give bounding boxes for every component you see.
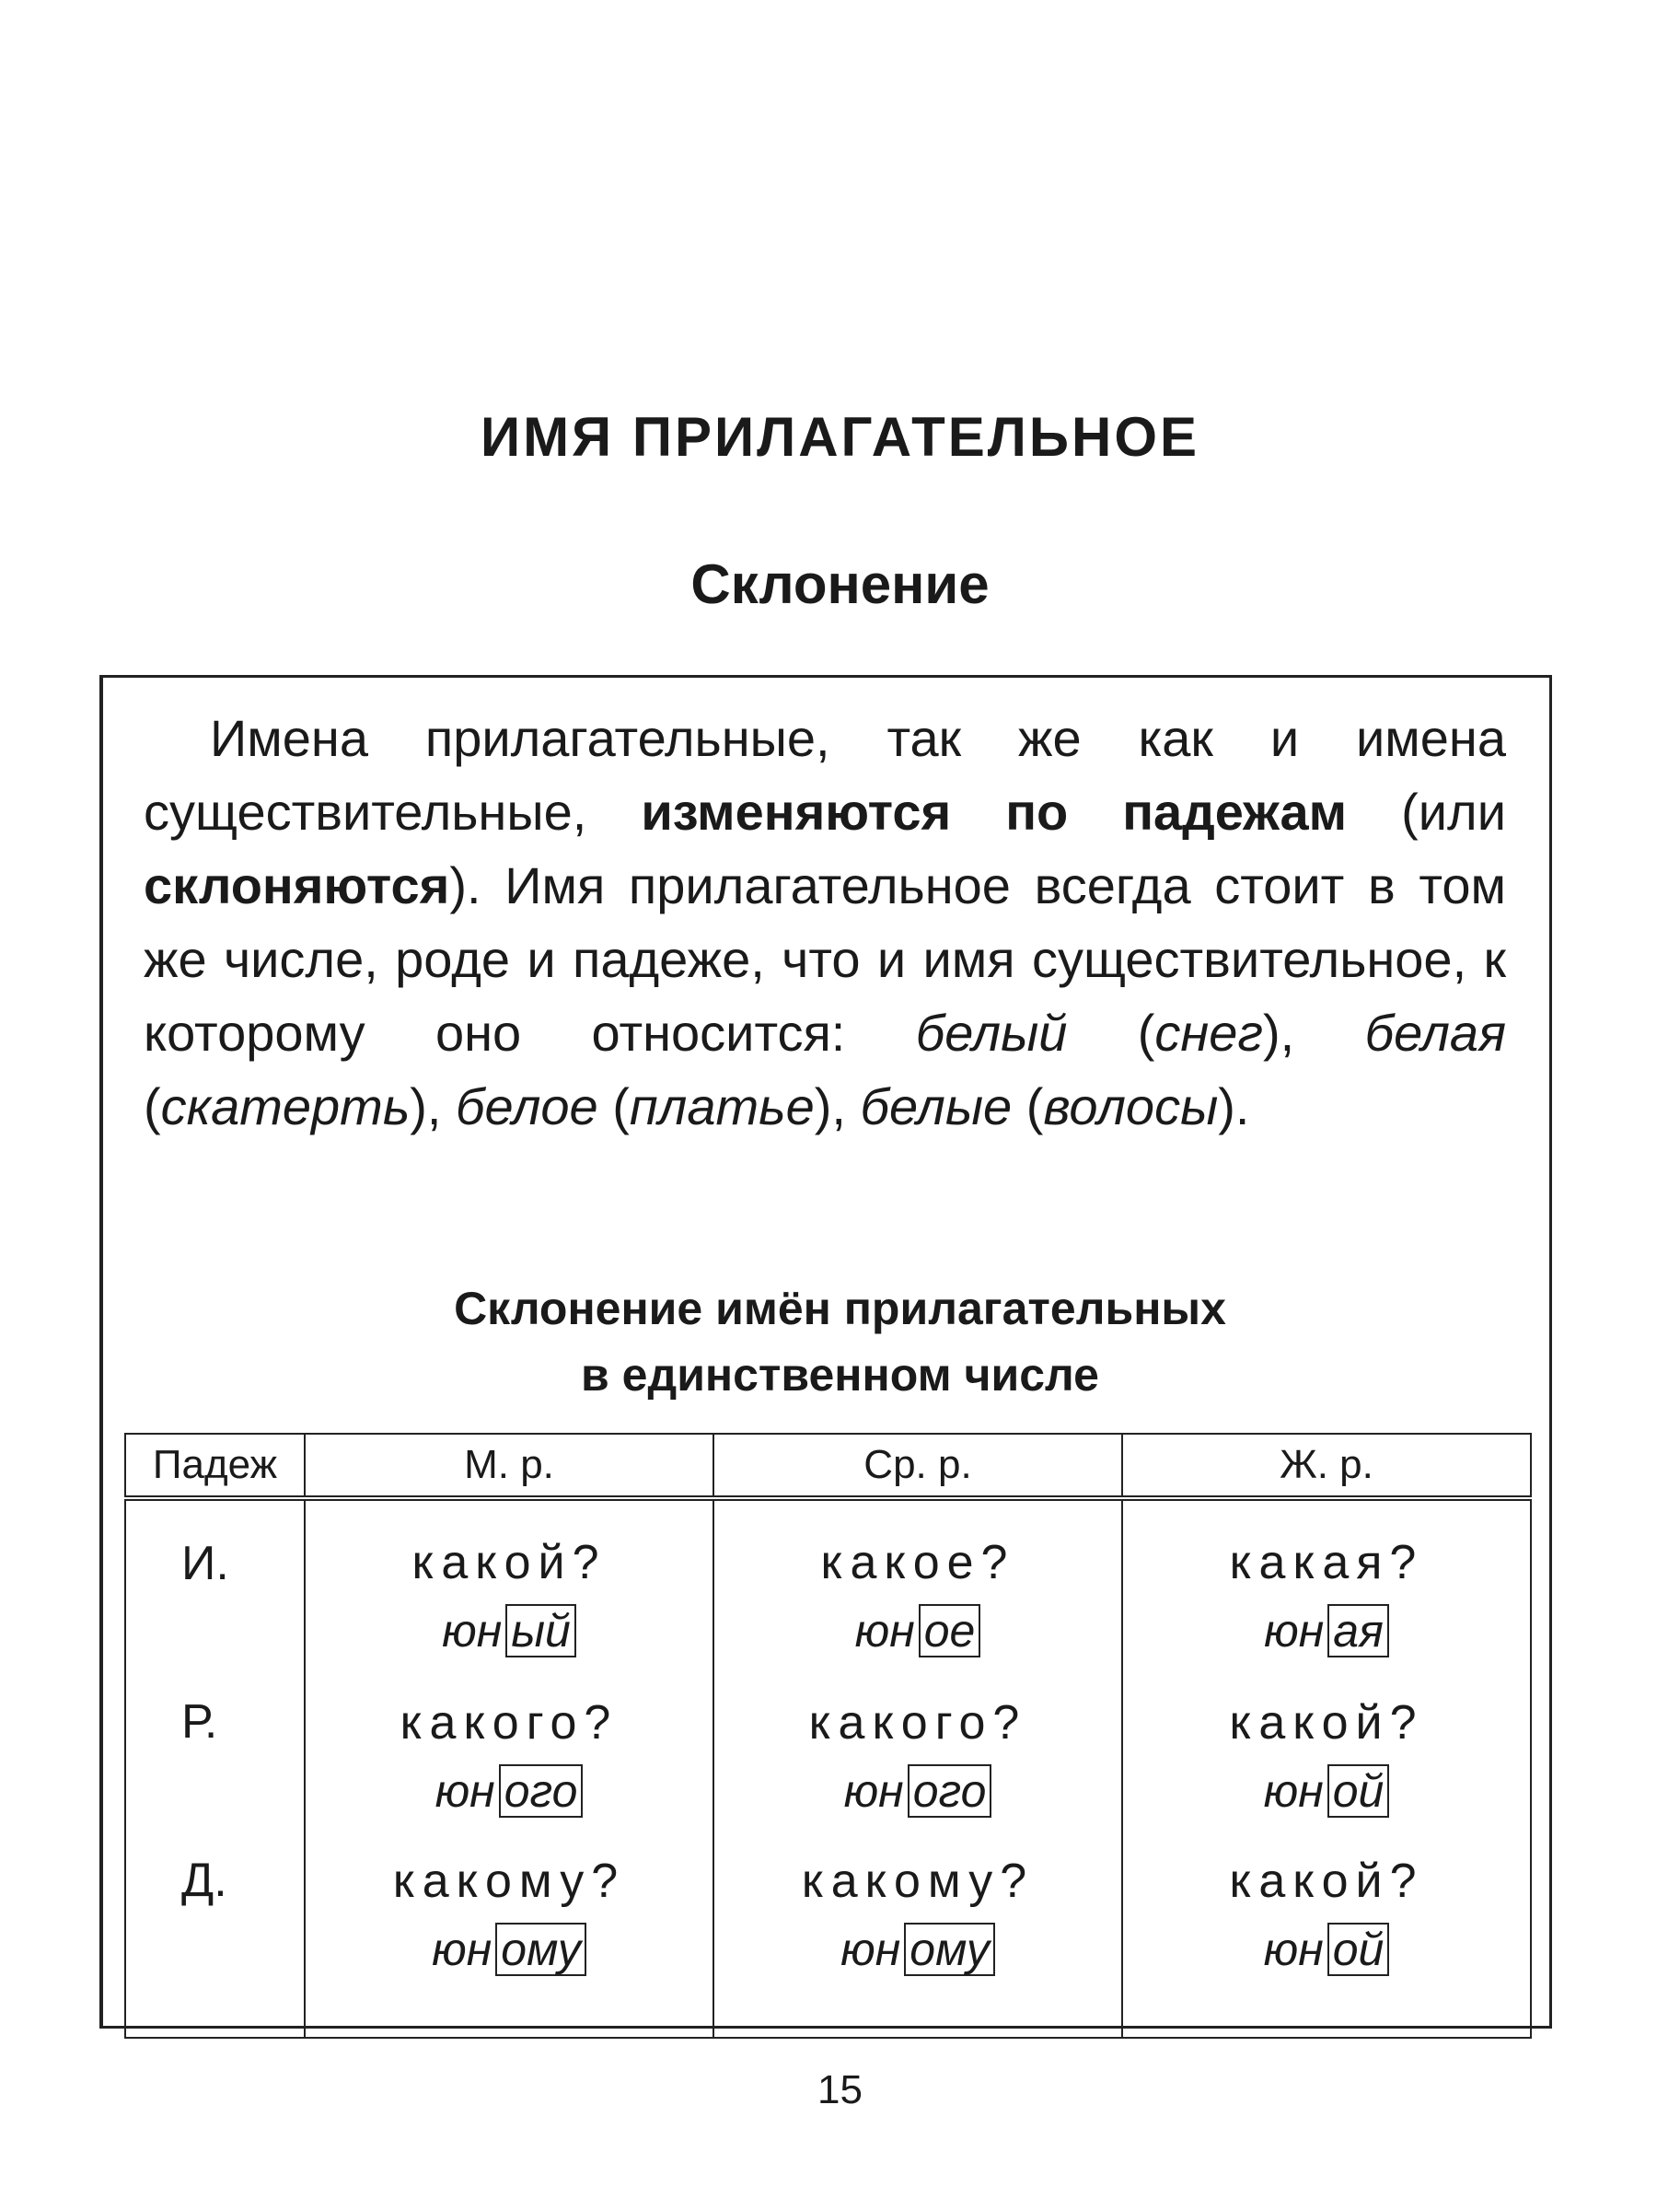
header-neuter: Ср. р. — [713, 1434, 1122, 1498]
word-ending: ому — [904, 1923, 995, 1976]
word-form — [306, 1761, 713, 1821]
word-ending: ое — [919, 1604, 981, 1657]
word-form — [1123, 1761, 1530, 1821]
question: какая? — [1229, 1536, 1424, 1589]
rule-part-2: (или — [1347, 783, 1506, 841]
word-form — [714, 1919, 1121, 1980]
case-label: Д. — [125, 1853, 305, 2038]
word-stem: юн — [1264, 1605, 1325, 1657]
word-form — [714, 1600, 1121, 1661]
table-row — [125, 1853, 1531, 2038]
word-stem: юн — [840, 1924, 901, 1975]
feminine-cell — [1122, 1498, 1531, 1694]
word-stem: юн — [442, 1605, 503, 1657]
example-adj: белые — [860, 1077, 1013, 1135]
word-ending: ой — [1327, 1923, 1390, 1976]
feminine-cell — [1122, 1694, 1531, 1853]
case-label: И. — [125, 1498, 305, 1694]
neuter-cell — [713, 1694, 1122, 1853]
word-ending: ому — [495, 1923, 586, 1976]
table-header-row — [125, 1434, 1531, 1498]
question: какой? — [1229, 1855, 1424, 1908]
question: какому? — [801, 1855, 1035, 1908]
word-stem: юн — [854, 1605, 915, 1657]
neuter-cell — [713, 1853, 1122, 2038]
question: какое? — [820, 1536, 1015, 1589]
table-title-line-2: в единственном числе — [581, 1349, 1099, 1401]
example-sep: ), — [410, 1077, 457, 1135]
rule-bold-1: изменяются по падежам — [641, 783, 1348, 841]
word-ending: ого — [499, 1764, 584, 1818]
rule-part-1: Имена прилагательные, так же как и имена существительные, — [144, 709, 1506, 841]
rule-text: Имена прилагательные, так же как и имена существительные, изменяются по падежам (или склоняются). Имя прилагательное всегда стоит в том же числе, роде и падеже, что и имя существительное, к которому оно относится: белый (снег), белая (скатерть), белое (платье), белые (волосы). — [144, 709, 1506, 1135]
table-title-line-1: Склонение имён прилагательных — [454, 1283, 1226, 1334]
word-stem: юн — [843, 1765, 904, 1817]
word-ending: ой — [1327, 1764, 1390, 1818]
question: какого? — [808, 1696, 1027, 1750]
word-form — [1123, 1600, 1530, 1661]
question: какой? — [1229, 1696, 1424, 1750]
example-sep: ), — [1263, 1004, 1365, 1062]
masculine-cell — [305, 1694, 713, 1853]
word-form — [306, 1919, 713, 1980]
word-form — [306, 1600, 713, 1661]
rule-part-3: ). Имя прилагательное всегда стоит в том же числе, роде и падеже, что и имя существительное, к которому оно относится: — [144, 856, 1506, 1062]
feminine-cell — [1122, 1853, 1531, 2038]
masculine-cell — [305, 1498, 713, 1694]
question: какой? — [411, 1536, 607, 1589]
example-noun: снег — [1154, 1004, 1263, 1062]
table-title — [0, 1275, 1680, 1408]
example-sep: ). — [1218, 1077, 1250, 1135]
section-title: Склонение — [690, 553, 990, 615]
header-masculine: М. р. — [305, 1434, 713, 1498]
word-ending: ый — [505, 1604, 576, 1657]
word-ending: ого — [908, 1764, 992, 1818]
masculine-cell — [305, 1853, 713, 2038]
word-stem: юн — [1263, 1924, 1324, 1975]
example-sep: ), — [814, 1077, 861, 1135]
example-noun: волосы — [1043, 1077, 1219, 1135]
word-stem: юн — [1263, 1765, 1324, 1817]
rule-bold-2: склоняются — [144, 856, 450, 914]
example-noun: платье — [629, 1077, 815, 1135]
word-form — [714, 1761, 1121, 1821]
example-noun: скатерть — [160, 1077, 411, 1135]
word-stem: юн — [432, 1924, 492, 1975]
header-case: Падеж — [125, 1434, 305, 1498]
header-feminine: Ж. р. — [1122, 1434, 1531, 1498]
page-title: ИМЯ ПРИЛАГАТЕЛЬНОЕ — [480, 406, 1200, 468]
case-label: Р. — [125, 1694, 305, 1853]
neuter-cell — [713, 1498, 1122, 1694]
page-number: 15 — [817, 2067, 863, 2112]
example-adj: белое — [456, 1077, 598, 1135]
example-adj: белая — [1364, 1004, 1506, 1062]
word-ending: ая — [1327, 1604, 1389, 1657]
word-form — [1123, 1919, 1530, 1980]
example-adj: белый — [915, 1004, 1068, 1062]
table-row — [125, 1694, 1531, 1853]
word-stem: юн — [434, 1765, 495, 1817]
question: какому? — [392, 1855, 626, 1908]
question: какого? — [400, 1696, 619, 1750]
table-row — [125, 1498, 1531, 1694]
declension-table — [124, 1433, 1532, 2039]
